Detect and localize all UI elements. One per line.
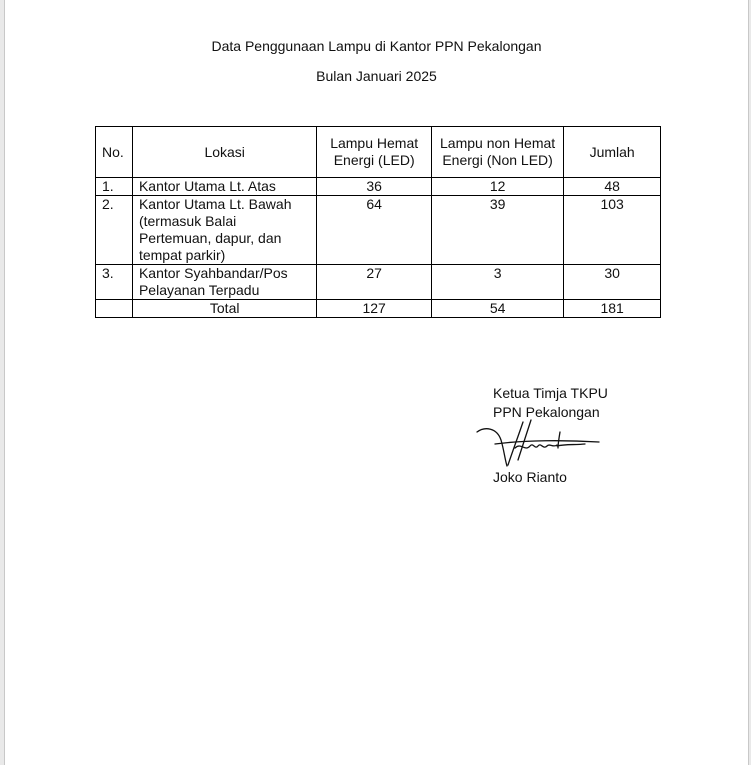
row-jumlah: 48	[564, 178, 661, 196]
row-non-led: 39	[431, 196, 563, 265]
header-jumlah: Jumlah	[564, 127, 661, 178]
document-subtitle: Bulan Januari 2025	[316, 68, 437, 84]
signer-office: PPN Pekalongan	[493, 404, 600, 420]
table-total-row	[96, 300, 661, 318]
row-led: 36	[317, 178, 432, 196]
header-non-led: Lampu non Hemat Energi (Non LED)	[431, 127, 563, 178]
header-lokasi: Lokasi	[132, 127, 316, 178]
table-row	[96, 196, 661, 265]
row-led: 27	[317, 265, 432, 300]
total-non-led: 54	[431, 300, 563, 318]
total-jumlah: 181	[564, 300, 661, 318]
table-header-row	[96, 127, 661, 178]
header-no: No.	[96, 127, 133, 178]
handwritten-signature	[475, 418, 605, 470]
table-row	[96, 178, 661, 196]
total-no-cell	[96, 300, 133, 318]
row-non-led: 12	[431, 178, 563, 196]
header-led: Lampu Hemat Energi (LED)	[317, 127, 432, 178]
signer-position: Ketua Timja TKPU	[493, 385, 608, 401]
row-no: 3.	[96, 265, 133, 300]
row-led: 64	[317, 196, 432, 265]
row-no: 2.	[96, 196, 133, 265]
table-row	[96, 265, 661, 300]
row-jumlah: 103	[564, 196, 661, 265]
row-lokasi: Kantor Syahbandar/Pos Pelayanan Terpadu	[132, 265, 316, 300]
signer-name: Joko Rianto	[493, 469, 567, 485]
row-jumlah: 30	[564, 265, 661, 300]
document-title: Data Penggunaan Lampu di Kantor PPN Pekalongan	[211, 38, 542, 54]
row-no: 1.	[96, 178, 133, 196]
total-led: 127	[317, 300, 432, 318]
row-non-led: 3	[431, 265, 563, 300]
signature-block	[493, 384, 608, 422]
lamp-usage-table	[95, 126, 661, 318]
row-lokasi: Kantor Utama Lt. Bawah (termasuk Balai Pertemuan, dapur, dan tempat parkir)	[132, 196, 316, 265]
document-page	[4, 0, 749, 765]
total-label: Total	[132, 300, 316, 318]
row-lokasi: Kantor Utama Lt. Atas	[132, 178, 316, 196]
